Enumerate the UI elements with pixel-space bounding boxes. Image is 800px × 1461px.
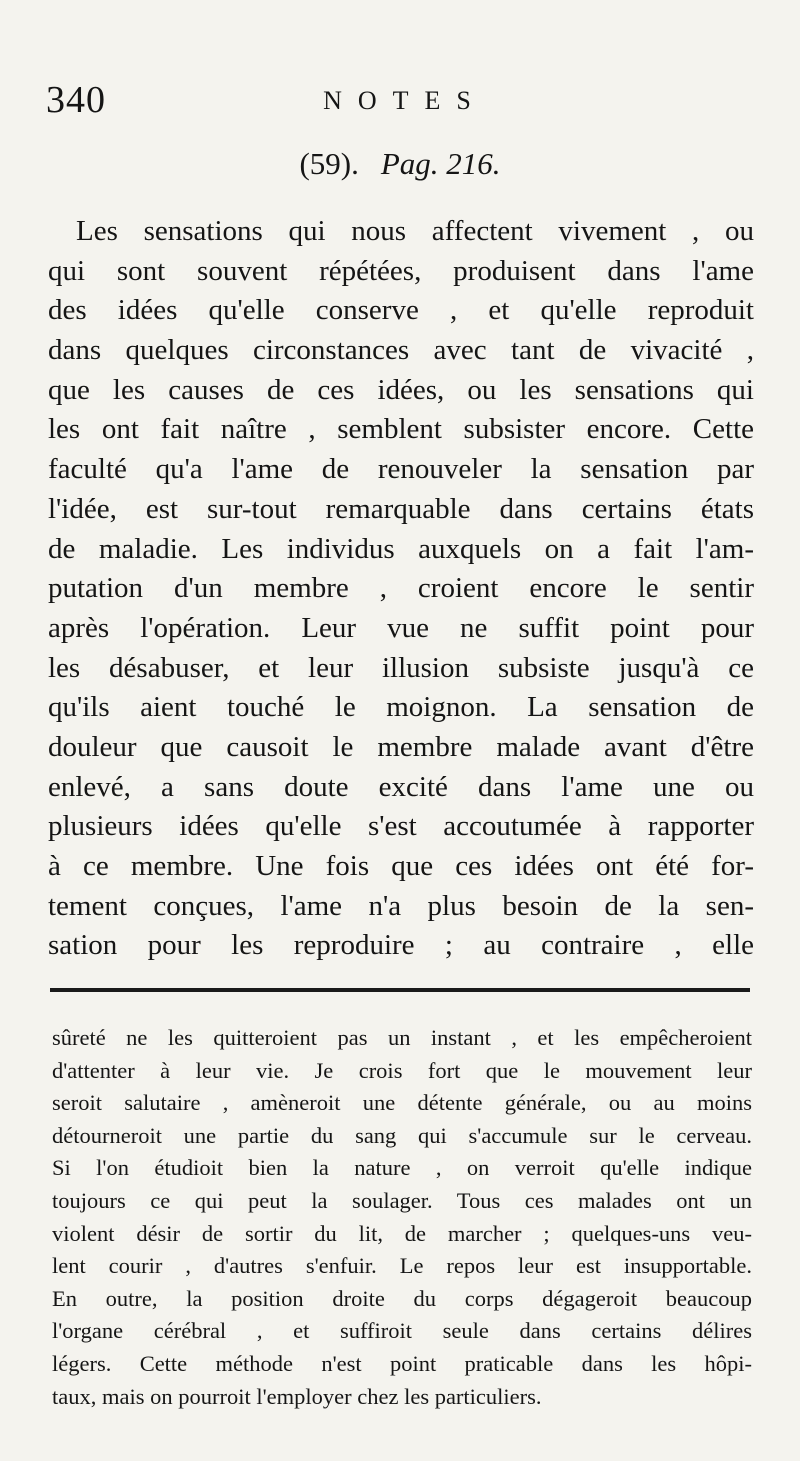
text-line: sûreté ne les quitteroient pas un instant , et les empêcheroient [52, 1025, 752, 1050]
text-line: les ont fait naître , semblent subsister encore. Cette [48, 413, 754, 446]
note-number: (59). [299, 146, 359, 181]
text-line: à ce membre. Une fois que ces idées ont été for- [48, 850, 754, 882]
text-line: légers. Cette méthode n'est point praticable dans les hôpi- [52, 1350, 752, 1376]
text-line: l'organe cérébral , et suffiroit seule dans certains délires [52, 1318, 752, 1344]
text-line: seroit salutaire , amèneroit une détente générale, ou au moins [52, 1090, 752, 1116]
text-line: les désabuser, et leur illusion subsiste jusqu'à ce [48, 651, 754, 684]
text-line: d'attenter à leur vie. Je crois fort que le mouvement leur [52, 1057, 752, 1083]
text-line: dans quelques circonstances avec tant de vivacité , [48, 334, 754, 367]
text-line: l'idée, est sur-tout remarquable dans certains états [48, 492, 754, 525]
text-line: qu'ils aient touché le moignon. La sensation de [48, 691, 754, 724]
text-line: Si l'on étudioit bien la nature , on verroit qu'elle indique [52, 1155, 752, 1181]
text-line: faculté qu'a l'ame de renouveler la sensation par [48, 453, 754, 486]
text-line: toujours ce qui peut la soulager. Tous ces malades ont un [52, 1187, 752, 1213]
page-header [40, 78, 760, 128]
text-line: taux, mais on pourroit l'employer chez les particuliers. [52, 1383, 542, 1409]
text-line: tement conçues, l'ame n'a plus besoin de la sen- [48, 889, 754, 922]
running-title: NOTES [323, 86, 487, 115]
main-text-block [48, 212, 754, 966]
text-line: que les causes de ces idées, ou les sensations qui [48, 373, 754, 406]
text-line: qui sont souvent répétées, produisent dans l'ame [48, 254, 754, 287]
footnote-text-block [52, 1022, 752, 1413]
text-line: En outre, la position droite du corps dégageroit beaucoup [52, 1285, 752, 1311]
text-line: douleur que causoit le membre malade avant d'être [48, 730, 754, 763]
page-number: 340 [46, 79, 106, 121]
text-line: enlevé, a sans doute excité dans l'ame une ou [48, 770, 754, 803]
footnote-divider [50, 988, 750, 992]
note-reference [0, 146, 800, 182]
text-line: après l'opération. Leur vue ne suffit point pour [48, 611, 754, 644]
text-line: plusieurs idées qu'elle s'est accoutumée à rapporter [48, 810, 754, 843]
text-line: de maladie. Les individus auxquels on a fait l'am- [48, 532, 754, 565]
text-line: violent désir de sortir du lit, de marcher ; quelques-uns veu- [52, 1220, 752, 1246]
text-line: putation d'un membre , croient encore le sentir [48, 572, 754, 605]
note-page-reference: Pag. 216. [380, 146, 501, 181]
text-line: Les sensations qui nous affectent vivement , ou [76, 215, 754, 247]
text-line: lent courir , d'autres s'enfuir. Le repos leur est insupportable. [52, 1253, 752, 1279]
text-line: sation pour les reproduire ; au contraire , elle [48, 929, 754, 962]
text-line: des idées qu'elle conserve , et qu'elle reproduit [48, 294, 754, 327]
text-line: détourneroit une partie du sang qui s'accumule sur le cerveau. [52, 1122, 752, 1148]
